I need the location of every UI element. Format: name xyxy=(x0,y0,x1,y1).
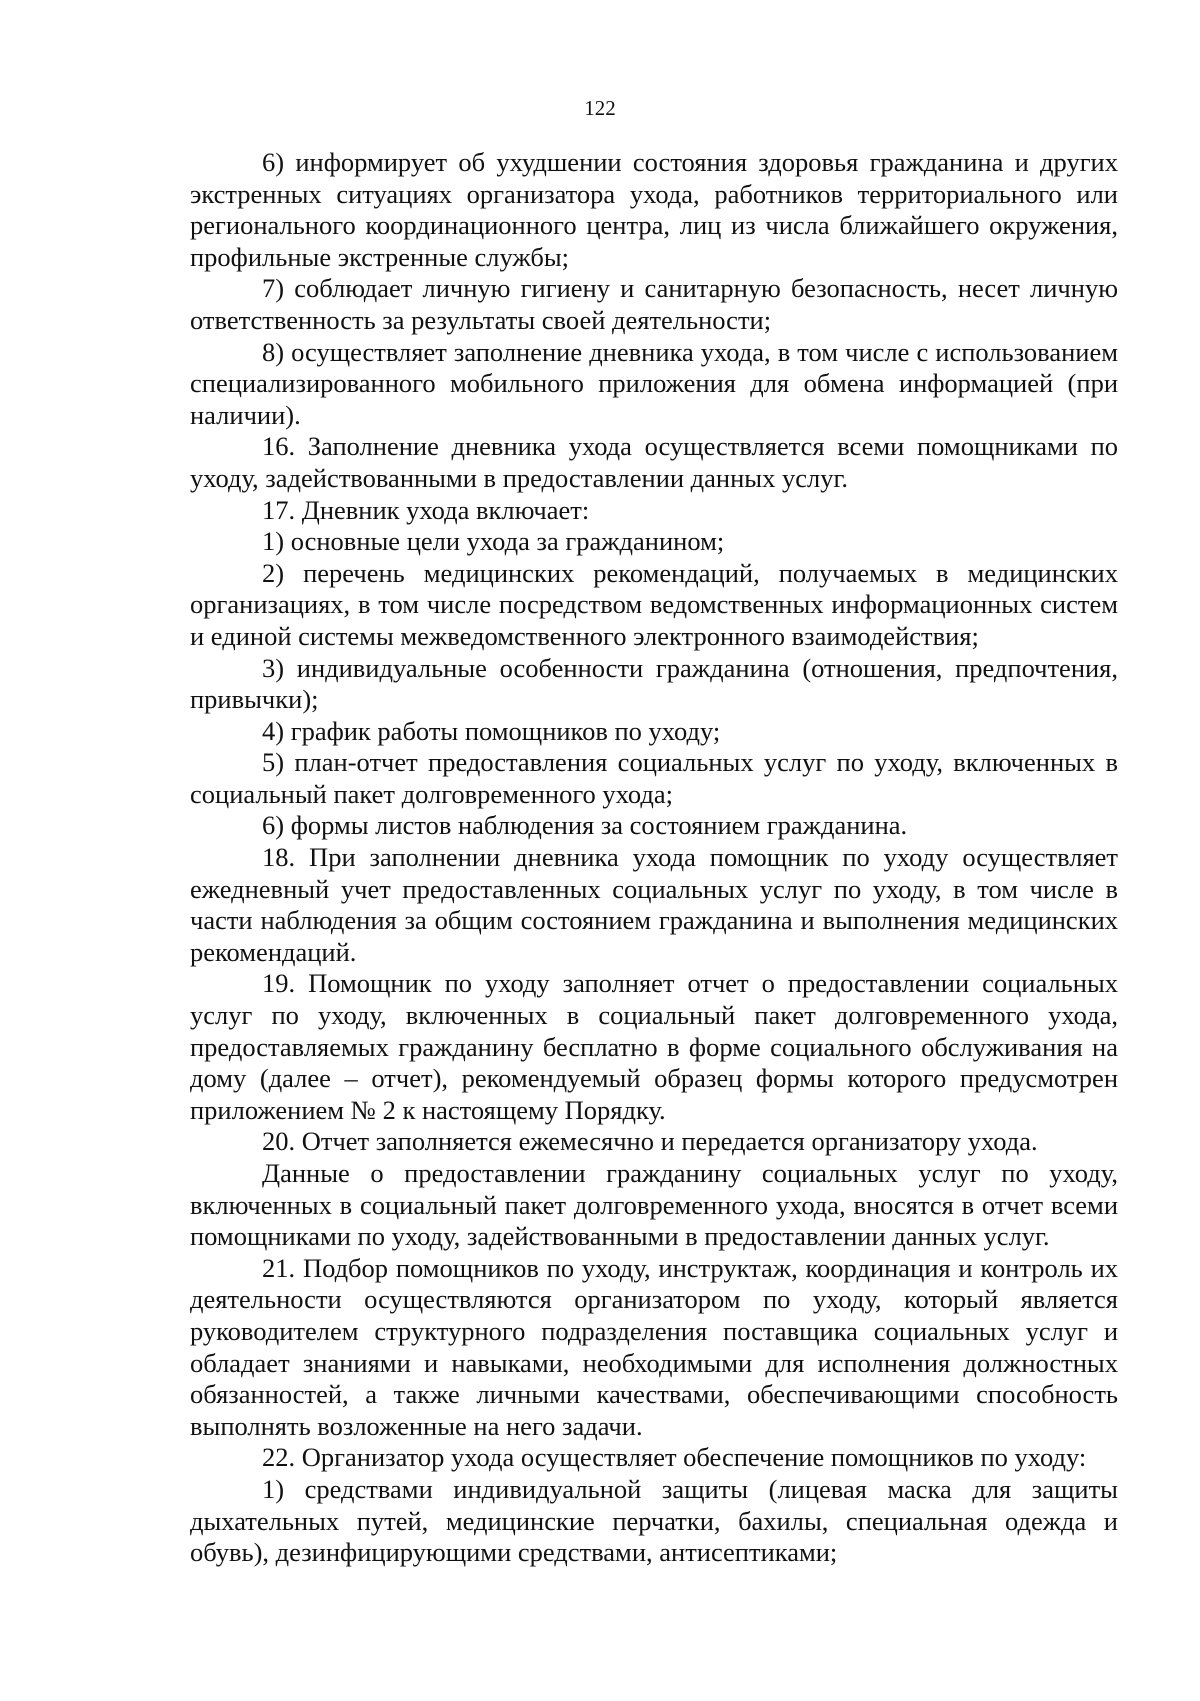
paragraph-20: 20. Отчет заполняется ежемесячно и передается организатору ухода. xyxy=(262,1126,1038,1157)
paragraph-17-item-5: 5) план-отчет предоставления социальных услуг по уходу, включенных в социальный пакет долговременного ухода; xyxy=(190,747,1118,809)
paragraph-22: 22. Организатор ухода осуществляет обеспечение помощников по уходу: xyxy=(262,1442,1087,1473)
paragraph-17-item-4: 4) график работы помощников по уходу; xyxy=(262,715,721,746)
paragraph-17-item-2: 2) перечень медицинских рекомендаций, получаемых в медицинских организациях, в том числе посредством ведомственных информационных систем и единой системы межведомственного электронного взаимодействия; xyxy=(190,557,1118,651)
paragraph-17-item-3: 3) индивидуальные особенности гражданина (отношения, предпочтения, привычки); xyxy=(190,652,1118,715)
page-number: 122 xyxy=(584,96,616,120)
paragraph-21: 21. Подбор помощников по уходу, инструктаж, координация и контроль их деятельности осуществляются организатором по уходу, который является руководителем структурного подразделения поставщика социальных услуг и обладает знаниями и навыками, необходимыми для исполнения должностных обязанностей, а также личными качествами, обеспечивающими способность выполнять возложенные на него задачи. xyxy=(190,1252,1118,1441)
paragraph-19: 19. Помощник по уходу заполняет отчет о предоставлении социальных услуг по уходу, включенных в социальный пакет долговременного ухода, предоставляемых гражданину бесплатно в форме социального обслуживания на дому (далее – отчет), рекомендуемый образец формы которого предусмотрен приложением № 2 к настоящему Порядку. xyxy=(190,968,1118,1125)
paragraph-20-details: Данные о предоставлении гражданину социальных услуг по уходу, включенных в социальный пакет долговременного ухода, вносятся в отчет всеми помощниками по уходу, задействованными в предоставлении данных услуг. xyxy=(190,1158,1118,1252)
paragraph-item-7-hygiene: 7) соблюдает личную гигиену и санитарную безопасность, несет личную ответственность за результаты своей деятельности; xyxy=(190,273,1118,335)
paragraph-22-item-1: 1) средствами индивидуальной защиты (лицевая маска для защиты дыхательных путей, медицинские перчатки, бахилы, специальная одежда и обувь), дезинфицирующими средствами, антисептиками; xyxy=(190,1473,1118,1568)
paragraph-16: 16. Заполнение дневника ухода осуществляется всеми помощниками по уходу, задействованными в предоставлении данных услуг. xyxy=(190,431,1118,493)
document-body xyxy=(190,147,1118,1569)
paragraph-17-item-6: 6) формы листов наблюдения за состоянием гражданина. xyxy=(262,810,908,841)
paragraph-item-6-informs: 6) информирует об ухудшении состояния здоровья гражданина и других экстренных ситуациях организатора ухода, работников территориального или регионального координационного центра, лиц из числа ближайшего окружения, профильные экстренные службы; xyxy=(190,147,1118,272)
paragraph-18: 18. При заполнении дневника ухода помощник по уходу осуществляет ежедневный учет предоставленных социальных услуг по уходу, в том числе в части наблюдения за общим состоянием гражданина и выполнения медицинских рекомендаций. xyxy=(190,842,1118,967)
paragraph-item-8-diary: 8) осуществляет заполнение дневника ухода, в том числе с использованием специализированного мобильного приложения для обмена информацией (при наличии). xyxy=(190,336,1118,430)
paragraph-17: 17. Дневник ухода включает: xyxy=(262,494,590,525)
paragraph-17-item-1: 1) основные цели ухода за гражданином; xyxy=(262,526,725,557)
